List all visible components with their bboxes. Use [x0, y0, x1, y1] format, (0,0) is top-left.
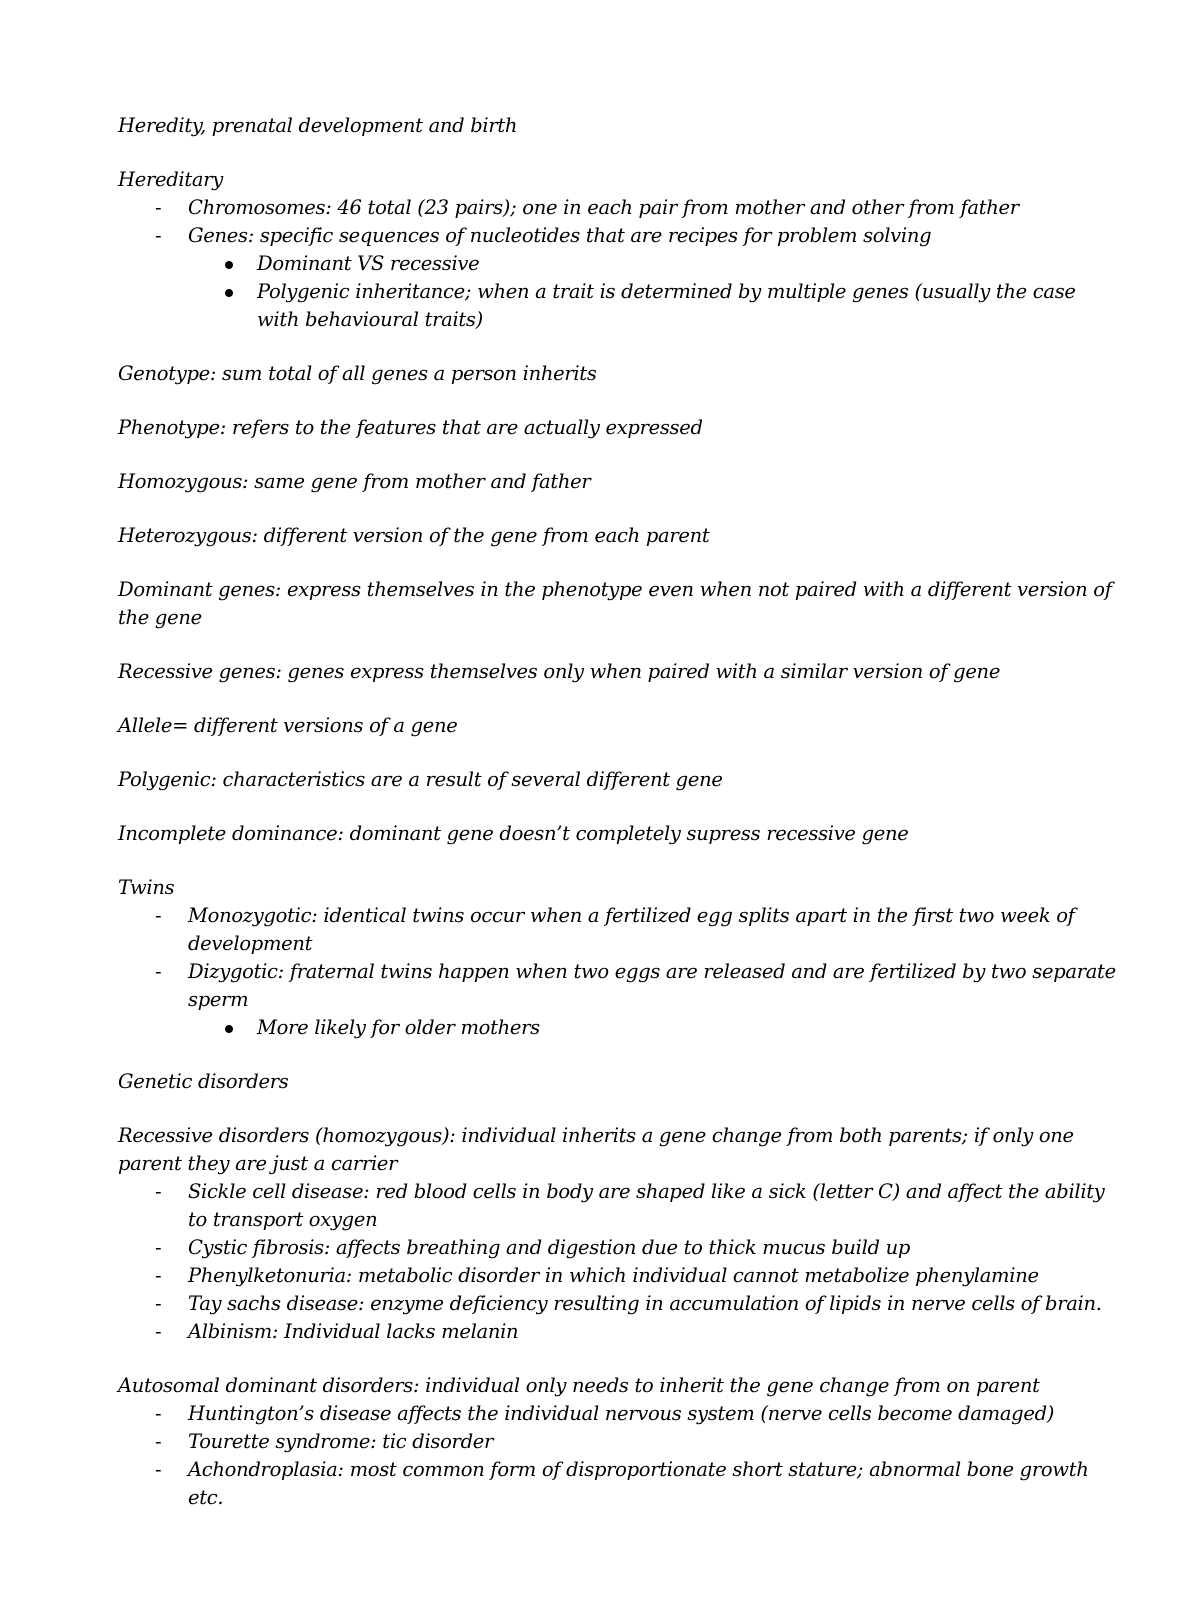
list-item-achondroplasia [118, 1456, 1118, 1512]
list-item-text: Chromosomes: 46 total (23 pairs); one in each pair from mother and other from father [188, 196, 1019, 219]
dash-bullet: - [155, 960, 162, 983]
dash-bullet: - [155, 904, 162, 927]
sublist-item [188, 250, 1118, 278]
hereditary-list [118, 194, 1118, 334]
dot-bullet-icon [225, 261, 233, 269]
sublist-item-text: Dominant VS recessive [257, 252, 480, 275]
sublist-item [188, 278, 1118, 334]
list-item-text: Cystic fibrosis: affects breathing and digestion due to thick mucus build up [188, 1236, 911, 1259]
list-item-dizygotic [118, 958, 1118, 1042]
sublist-item-text: Polygenic inheritance; when a trait is determined by multiple genes (usually the case with behavioural traits) [257, 280, 1076, 331]
twins-list [118, 902, 1118, 1042]
sublist-item [188, 1014, 1118, 1042]
section-heading-twins: Twins [118, 876, 175, 899]
list-item-tourette [118, 1428, 1118, 1456]
recessive-disorders-intro: Recessive disorders (homozygous): individual inherits a gene change from both parents; if only one parent they are just a carrier [118, 1124, 1074, 1175]
definition-heterozygous: Heterozygous: different version of the gene from each parent [118, 524, 710, 547]
document-page [118, 112, 1118, 1512]
list-item-tay-sachs [118, 1290, 1118, 1318]
list-item-huntingtons [118, 1400, 1118, 1428]
list-item-text: Monozygotic: identical twins occur when a fertilized egg splits apart in the first two week of development [188, 904, 1075, 955]
definition-polygenic: Polygenic: characteristics are a result of several different gene [118, 768, 723, 791]
list-item-chromosomes [118, 194, 1118, 222]
list-item-text: Achondroplasia: most common form of disproportionate short stature; abnormal bone growth etc. [188, 1458, 1089, 1509]
recessive-disorders-list [118, 1178, 1118, 1346]
list-item-text: Dizygotic: fraternal twins happen when two eggs are released and are fertilized by two separate sperm [188, 960, 1116, 1011]
genes-sublist [188, 250, 1118, 334]
list-item-text: Tay sachs disease: enzyme deficiency resulting in accumulation of lipids in nerve cells of brain. [188, 1292, 1102, 1315]
list-item-monozygotic [118, 902, 1118, 958]
dot-bullet-icon [225, 1025, 233, 1033]
definition-dominant-genes: Dominant genes: express themselves in the phenotype even when not paired with a different version of the gene [118, 578, 1112, 629]
dash-bullet: - [155, 1292, 162, 1315]
list-item-text: Phenylketonuria: metabolic disorder in which individual cannot metabolize phenylamine [188, 1264, 1039, 1287]
list-item-text: Huntington’s disease affects the individual nervous system (nerve cells become damaged) [188, 1402, 1055, 1425]
dot-bullet-icon [225, 289, 233, 297]
dash-bullet: - [155, 1180, 162, 1203]
document-title: Heredity, prenatal development and birth [118, 114, 518, 137]
list-item-phenylketonuria [118, 1262, 1118, 1290]
dominant-disorders-list [118, 1400, 1118, 1512]
dash-bullet: - [155, 1236, 162, 1259]
dash-bullet: - [155, 1320, 162, 1343]
dizygotic-sublist [188, 1014, 1118, 1042]
definition-allele: Allele= different versions of a gene [118, 714, 458, 737]
list-item-cystic-fibrosis [118, 1234, 1118, 1262]
dash-bullet: - [155, 1264, 162, 1287]
list-item-sickle-cell [118, 1178, 1118, 1234]
list-item-albinism [118, 1318, 1118, 1346]
dash-bullet: - [155, 224, 162, 247]
definition-incomplete-dominance: Incomplete dominance: dominant gene doesn’t completely supress recessive gene [118, 822, 909, 845]
sublist-item-text: More likely for older mothers [257, 1016, 540, 1039]
section-heading-genetic-disorders: Genetic disorders [118, 1070, 289, 1093]
definition-recessive-genes: Recessive genes: genes express themselves only when paired with a similar version of gene [118, 660, 1001, 683]
definition-genotype: Genotype: sum total of all genes a person inherits [118, 362, 597, 385]
definition-phenotype: Phenotype: refers to the features that are actually expressed [118, 416, 703, 439]
dash-bullet: - [155, 1430, 162, 1453]
section-heading-hereditary: Hereditary [118, 168, 223, 191]
list-item-genes [118, 222, 1118, 334]
list-item-text: Genes: specific sequences of nucleotides that are recipes for problem solving [188, 224, 932, 247]
dash-bullet: - [155, 196, 162, 219]
dominant-disorders-intro: Autosomal dominant disorders: individual only needs to inherit the gene change from on parent [118, 1374, 1040, 1397]
list-item-text: Albinism: Individual lacks melanin [188, 1320, 519, 1343]
definition-homozygous: Homozygous: same gene from mother and father [118, 470, 591, 493]
list-item-text: Tourette syndrome: tic disorder [188, 1430, 494, 1453]
dash-bullet: - [155, 1458, 162, 1481]
dash-bullet: - [155, 1402, 162, 1425]
list-item-text: Sickle cell disease: red blood cells in body are shaped like a sick (letter C) and affect the ability to transport oxygen [188, 1180, 1105, 1231]
